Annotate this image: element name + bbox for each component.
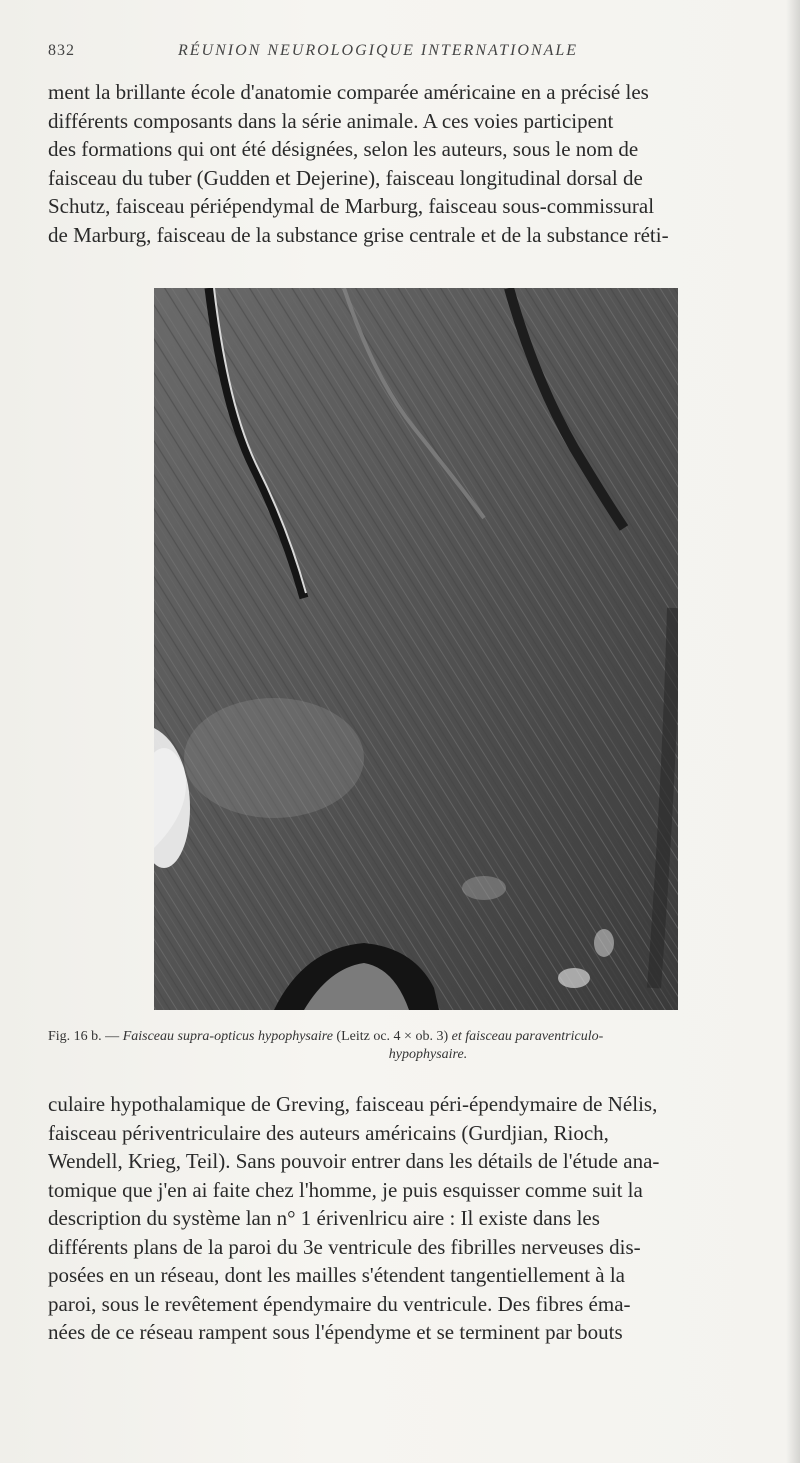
caption-tail: faisceau paraventriculo- [465, 1029, 604, 1044]
figure-caption [48, 1028, 768, 1064]
text-line: des formations qui ont été désignées, selon les auteurs, sous le nom de [48, 137, 639, 161]
text-line: Schutz, faisceau périépendymal de Marburg, faisceau sous-commissural [48, 194, 655, 218]
text-line: posées en un réseau, dont les mailles s'étendent tangentiellement à la [48, 1263, 626, 1287]
running-title: RÉUNION NEUROLOGIQUE INTERNATIONALE [178, 42, 579, 59]
micrograph-figure [154, 288, 678, 1010]
text-line: faisceau périventriculaire des auteurs américains (Gurdjian, Rioch, [48, 1120, 609, 1145]
text-line: description du système lan n° 1 érivenlricu aire : Il existe dans les [48, 1206, 600, 1230]
text-line: nées de ce réseau rampent sous l'épendyme et se terminent par bouts [48, 1320, 623, 1344]
text-line: différents composants dans la série animale. A ces voies participent [48, 108, 614, 133]
caption-title: Faisceau supra-opticus hypophysaire [122, 1029, 333, 1044]
micrograph-image [154, 288, 678, 1010]
caption-connector: et [451, 1029, 462, 1044]
bottom-paragraph [48, 1090, 768, 1347]
caption-label: Fig. 16 b. — [48, 1029, 120, 1044]
caption-line-1 [48, 1028, 768, 1046]
text-line: culaire hypothalamique de Greving, faisceau péri-épendymaire de Nélis, [48, 1092, 658, 1116]
top-paragraph [48, 78, 768, 249]
text-line: de Marburg, faisceau de la substance grise centrale et de la substance réti- [48, 222, 669, 247]
caption-line-2: hypophysaire. [388, 1047, 468, 1062]
text-line: tomique que j'en ai faite chez l'homme, je puis esquisser comme suit la [48, 1177, 643, 1202]
text-line: faisceau du tuber (Gudden et Dejerine), faisceau longitudinal dorsal de [48, 165, 643, 190]
text-line: paroi, sous le revêtement épendymaire du ventricule. Des fibres éma- [48, 1291, 631, 1316]
text-line: ment la brillante école d'anatomie comparée américaine en a précisé les [48, 80, 649, 104]
page-number: 832 [48, 42, 75, 59]
text-line: différents plans de la paroi du 3e ventricule des fibrilles nerveuses dis- [48, 1234, 641, 1259]
running-header [48, 42, 768, 64]
page-edge-shadow [786, 0, 800, 1463]
caption-detail: (Leitz oc. 4 × ob. 3) [336, 1029, 449, 1044]
text-line: Wendell, Krieg, Teil). Sans pouvoir entrer dans les détails de l'étude ana- [48, 1149, 660, 1173]
